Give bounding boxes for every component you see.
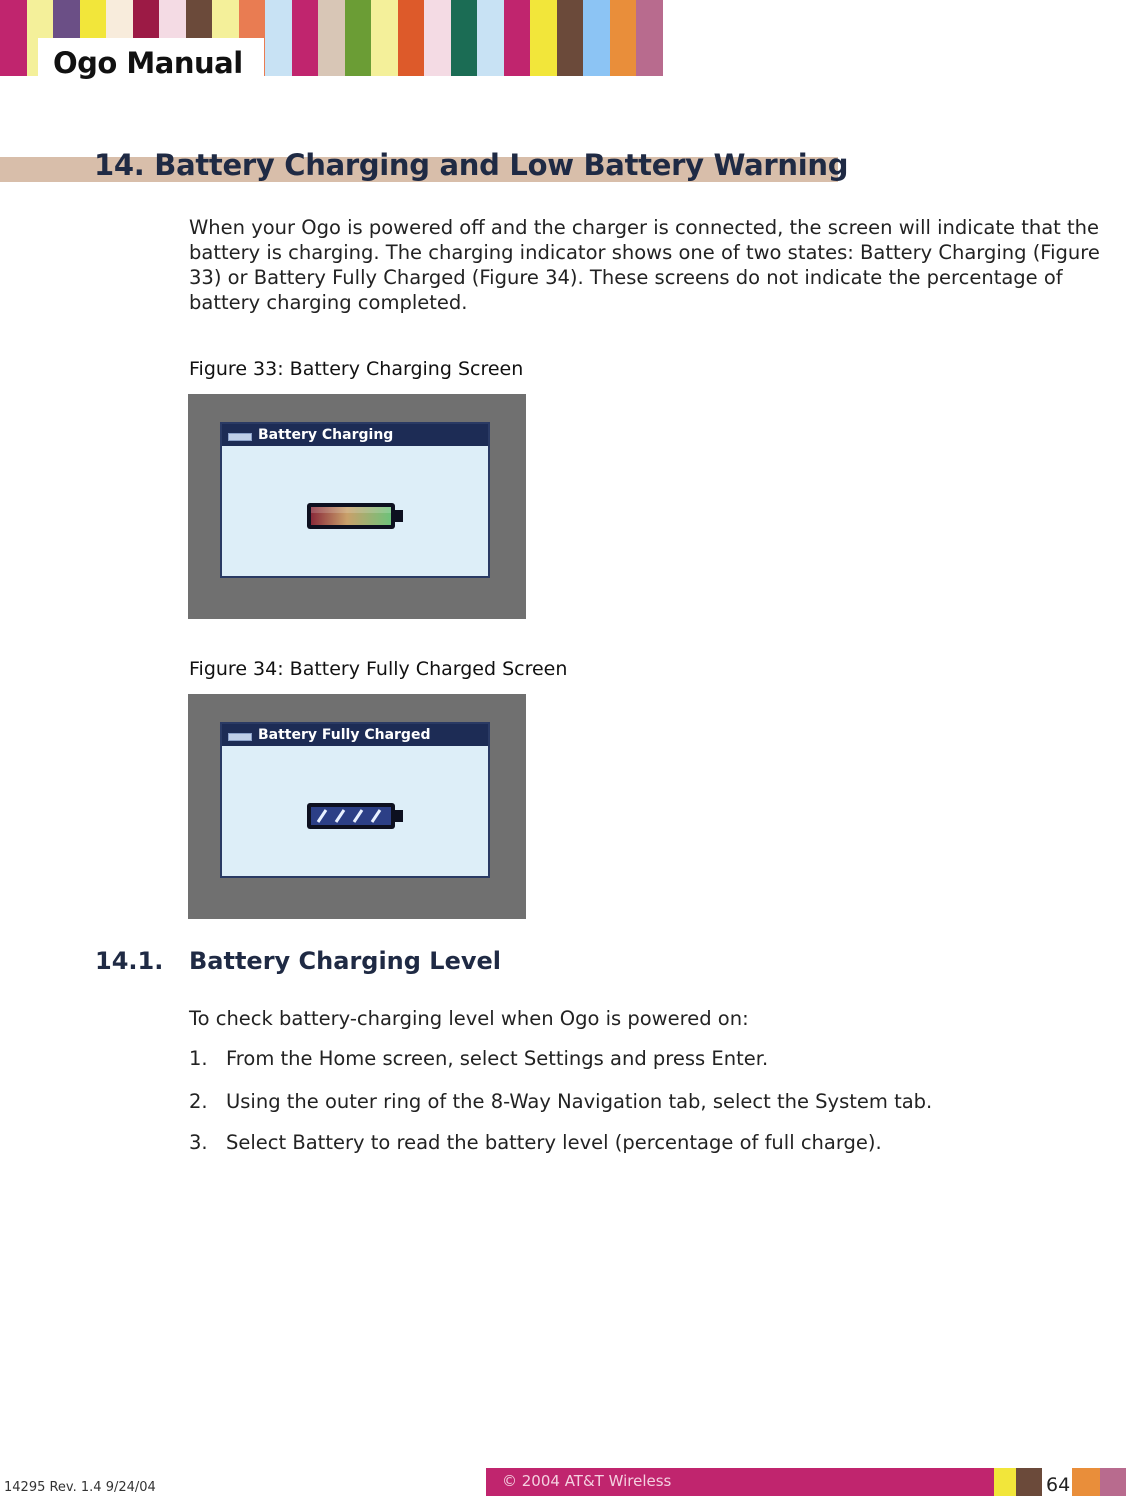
header-stripe [557,0,584,76]
footer-swatch-yellow [994,1468,1016,1496]
subsection-intro: To check battery-charging level when Ogo is powered on: [189,1007,749,1030]
battery-full-icon [306,802,404,830]
header-stripe [636,0,663,76]
copyright-bar [486,1468,994,1496]
battery-mini-icon [228,433,252,441]
window-title: Battery Charging [258,427,394,443]
section-heading [94,148,854,188]
list-item [189,1090,932,1113]
list-item-number: 1. [189,1047,208,1070]
header-stripe [265,0,292,76]
document-revision: 14295 Rev. 1.4 9/24/04 [4,1480,156,1495]
list-item-text: Using the outer ring of the 8-Way Navigation tab, select the System tab. [226,1090,933,1113]
footer-swatch-orange [1072,1468,1100,1496]
battery-mini-icon [228,733,252,741]
battery-full-window [220,722,490,878]
figure-34-screenshot [188,694,526,919]
figure-33-screenshot [188,394,526,619]
list-item-number: 3. [189,1131,208,1154]
page-number: 64 [1046,1474,1071,1496]
subsection-title: Battery Charging Level [189,947,502,975]
battery-charging-window [220,422,490,578]
footer-swatch-brown [1016,1468,1042,1496]
figure-33-caption: Figure 33: Battery Charging Screen [189,358,524,380]
footer-swatch-mauve [1100,1468,1126,1496]
header-stripe [345,0,372,76]
window-title: Battery Fully Charged [258,727,431,743]
battery-charging-icon [306,502,404,530]
list-item [189,1131,882,1154]
list-item-text: Select Battery to read the battery level (percentage of full charge). [226,1131,882,1154]
header-stripe [292,0,319,76]
header-stripe [371,0,398,76]
manual-title-box [38,38,264,82]
header-stripe [530,0,557,76]
subsection-heading [95,947,501,975]
section-heading-text: 14. Battery Charging and Low Battery Warning [94,148,849,182]
header-stripe [451,0,478,76]
window-titlebar [222,424,488,446]
subsection-number: 14.1. [95,947,164,975]
figure-34-caption: Figure 34: Battery Fully Charged Screen [189,658,568,680]
header-stripe [583,0,610,76]
header-stripe [504,0,531,76]
list-item [189,1047,768,1070]
window-titlebar [222,724,488,746]
list-item-text: From the Home screen, select Settings and press Enter. [226,1047,769,1070]
header-stripe [318,0,345,76]
intro-paragraph: When your Ogo is powered off and the charger is connected, the screen will indicate that the battery is charging. The charging indicator shows one of two states: Battery Charging (Figure 33) or Battery Fully Charged (Figure 34). These screens do not indicate the percentage of battery charging completed. [189,216,1100,314]
header-stripe [477,0,504,76]
copyright-text: © 2004 AT&T Wireless [502,1472,672,1490]
list-item-number: 2. [189,1090,208,1113]
header-stripe [610,0,637,76]
header-stripe [424,0,451,76]
manual-title: Ogo Manual [53,46,243,80]
header-stripe [0,0,27,76]
header-stripe [398,0,425,76]
